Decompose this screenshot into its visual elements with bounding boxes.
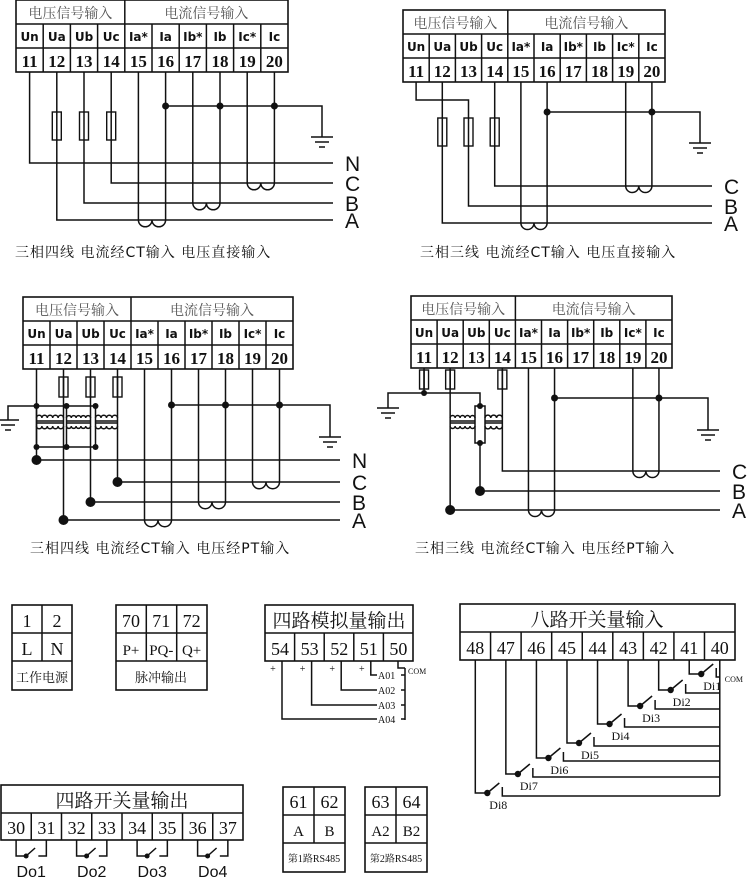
wire — [166, 106, 322, 137]
current-signal-header: 电流信号输入 — [170, 303, 254, 319]
junction-dot — [477, 440, 483, 446]
block-title: 工作电源 — [15, 671, 69, 686]
current-signal-header: 电流信号输入 — [551, 302, 636, 318]
pt-coil-icon — [67, 416, 91, 418]
caption: 三相三线 电流经CT输入 电压直接输入 — [420, 245, 677, 261]
pt-core-icon — [450, 421, 475, 423]
terminal-number: 14 — [493, 348, 511, 367]
terminal-number: 64 — [402, 792, 421, 812]
terminal-number: 36 — [188, 818, 207, 838]
wire — [30, 72, 333, 163]
phase-label: N — [352, 450, 368, 473]
terminal-label: Uc — [493, 326, 511, 340]
wire — [536, 660, 548, 758]
terminal-label: Ib — [592, 40, 607, 54]
terminal-label: Un — [27, 327, 46, 341]
com-label: COM — [408, 667, 427, 676]
terminal-label: Ua — [433, 40, 452, 54]
wire — [371, 661, 377, 675]
ct-loop-icon — [633, 471, 659, 478]
pt-coil-icon — [96, 426, 118, 429]
terminal-number: 31 — [37, 818, 56, 838]
terminal-number: 17 — [184, 52, 202, 71]
wire — [172, 405, 331, 437]
terminal-label: Ic* — [238, 30, 257, 44]
wire — [502, 368, 720, 471]
wire — [16, 840, 26, 856]
polarity-plus: + — [329, 664, 336, 675]
terminal-label: Ib* — [188, 327, 209, 341]
channel-label: A04 — [378, 715, 396, 726]
wire — [495, 82, 712, 186]
terminal-label: P+ — [122, 643, 140, 659]
channel-label: Di6 — [550, 763, 569, 777]
terminal-label: Ib — [218, 327, 233, 341]
phase-label: C — [345, 173, 361, 196]
terminal-number: 20 — [271, 349, 288, 368]
terminal-number: 30 — [7, 818, 26, 838]
terminal-number: 14 — [486, 62, 504, 81]
terminal-label: Ua — [47, 30, 66, 44]
switch-contact-icon — [671, 680, 683, 690]
wire — [388, 393, 480, 408]
terminal-number: 32 — [67, 818, 86, 838]
pt-core-icon — [96, 421, 118, 423]
terminal-label: Ia — [540, 40, 554, 54]
polarity-plus: + — [358, 664, 365, 675]
terminal-label: Ia* — [511, 40, 531, 54]
terminal-label: Ic — [646, 40, 658, 54]
block-title: 八路开关量输入 — [530, 609, 664, 631]
switch-contact-icon — [518, 764, 530, 774]
phase-label: A — [724, 213, 739, 236]
pt-coil-icon — [37, 426, 64, 429]
terminal-number: 11 — [28, 349, 45, 368]
terminal-number: 18 — [217, 349, 234, 368]
ct-loop-icon — [145, 520, 172, 527]
terminal-label: Ia* — [128, 30, 148, 44]
terminal-number: 15 — [519, 348, 537, 367]
terminal-label: Ib* — [183, 30, 203, 44]
terminal-number: 16 — [163, 349, 180, 368]
junction-dot — [648, 109, 655, 116]
junction-dot — [544, 109, 551, 116]
junction-dot — [93, 403, 99, 409]
junction-dot — [162, 103, 169, 110]
wire — [475, 660, 487, 793]
terminal-number: 12 — [48, 52, 66, 71]
terminal-number: 71 — [152, 611, 171, 631]
switch-contact-icon — [26, 848, 35, 856]
phase-label: A — [732, 500, 747, 523]
pt-coil-icon — [485, 426, 502, 429]
phase-label: N — [345, 153, 361, 176]
terminal-number: 1 — [22, 611, 32, 631]
terminal-number: 35 — [158, 818, 177, 838]
junction-dot — [64, 403, 70, 409]
terminal-label: Ub — [467, 326, 486, 340]
ct-loop-icon — [193, 203, 220, 210]
terminal-label: Ia — [165, 327, 178, 341]
terminal-label: Ic* — [623, 326, 642, 340]
terminal-number: 18 — [591, 62, 608, 81]
terminal-number: 45 — [557, 638, 576, 658]
terminal-number: 13 — [467, 348, 485, 367]
terminal-label: Ic — [273, 327, 286, 341]
phase-label: A — [345, 210, 360, 233]
phase-label: B — [345, 193, 360, 216]
junction-dot — [93, 444, 99, 450]
terminal-number: 16 — [157, 52, 175, 71]
terminal-number: 61 — [289, 792, 308, 812]
ct-loop-icon — [528, 510, 554, 517]
terminal-label: Ia — [159, 30, 172, 44]
voltage-signal-header: 电压信号输入 — [28, 6, 113, 22]
wire — [625, 718, 720, 727]
channel-label: Di2 — [672, 695, 691, 709]
terminal-number: 18 — [598, 348, 616, 367]
channel-label: Di7 — [519, 779, 538, 793]
terminal-label: Ia* — [519, 326, 538, 340]
phase-label: C — [732, 461, 748, 484]
ground-icon — [311, 137, 333, 147]
terminal-number: 13 — [75, 52, 93, 71]
terminal-label: PQ- — [149, 643, 174, 659]
terminal-number: 41 — [680, 638, 699, 658]
junction-dot — [64, 444, 70, 450]
terminal-number: 50 — [389, 639, 408, 659]
wire — [118, 369, 341, 482]
wire — [416, 82, 712, 206]
ground-icon — [697, 430, 719, 440]
terminal-number: 43 — [619, 638, 638, 658]
phase-label: C — [352, 472, 368, 495]
wire — [628, 660, 640, 706]
terminal-number: 16 — [538, 62, 556, 81]
wire — [480, 443, 720, 491]
block-title: 脉冲输出 — [134, 671, 188, 686]
ground-icon — [689, 143, 711, 153]
ct-loop-icon — [247, 183, 274, 190]
terminal-number: 63 — [371, 792, 390, 812]
channel-label: A03 — [378, 701, 396, 712]
pt-coil-icon — [450, 416, 475, 418]
switch-contact-icon — [87, 848, 96, 856]
terminal-label: Uc — [102, 30, 120, 44]
terminal-number: 54 — [271, 639, 289, 659]
ct-loop-icon — [253, 482, 280, 489]
terminal-number: 37 — [218, 818, 237, 838]
terminal-label: Ib — [600, 326, 614, 340]
voltage-signal-header: 电压信号输入 — [413, 16, 498, 32]
wire — [137, 840, 147, 856]
terminal-number: 34 — [128, 818, 147, 838]
terminal-number: 15 — [129, 52, 147, 71]
wire — [567, 660, 579, 743]
terminal-number: 17 — [190, 349, 207, 368]
channel-label: Di1 — [703, 679, 722, 693]
terminal-number: 19 — [624, 348, 642, 367]
pt-coil-icon — [485, 415, 502, 418]
wire — [555, 398, 708, 430]
terminal-number: 70 — [122, 611, 140, 631]
terminal-number: 17 — [572, 348, 590, 367]
switch-contact-icon — [701, 664, 713, 674]
phase-label: B — [352, 492, 367, 515]
terminal-label: A2 — [371, 824, 390, 840]
terminal-label: Un — [414, 326, 434, 340]
channel-label: Do2 — [77, 864, 107, 880]
channel-label: Do4 — [198, 864, 228, 880]
wire — [442, 82, 712, 223]
terminal-label: B — [324, 824, 335, 840]
terminal-number: 17 — [564, 62, 582, 81]
terminal-label: N — [50, 639, 64, 659]
wire — [547, 112, 700, 143]
wire — [220, 840, 228, 856]
terminal-number: 12 — [433, 62, 451, 81]
terminal-label: Ic* — [616, 40, 635, 54]
terminal-label: Q+ — [181, 643, 202, 659]
block-title: 第2路RS485 — [369, 854, 423, 865]
wire — [38, 840, 46, 856]
terminal-number: 33 — [97, 818, 116, 838]
block-title: 第1路RS485 — [287, 854, 341, 865]
junction-dot — [475, 486, 485, 496]
terminal-label: Ia — [548, 326, 561, 340]
channel-label: A02 — [378, 686, 396, 697]
terminal-number: 12 — [441, 348, 459, 367]
pt-coil-icon — [96, 415, 118, 418]
junction-dot — [34, 444, 40, 450]
pt-core-icon — [485, 421, 502, 423]
pt-coil-icon — [37, 415, 64, 418]
junction-dot — [86, 497, 96, 507]
ct-loop-icon — [521, 223, 547, 230]
terminal-number: 42 — [649, 638, 668, 658]
caption: 三相四线 电流经CT输入 电压经PT输入 — [30, 541, 291, 557]
current-signal-header: 电流信号输入 — [164, 6, 249, 22]
terminal-number: 51 — [359, 639, 378, 659]
terminal-number: 11 — [416, 348, 433, 367]
wire — [111, 72, 333, 183]
pt-coil-icon — [450, 426, 475, 428]
terminal-number: 2 — [52, 611, 62, 631]
wire — [64, 369, 341, 520]
junction-dot — [217, 103, 224, 110]
phase-label: C — [724, 176, 740, 199]
junction-dot — [477, 403, 483, 409]
phase-label: A — [352, 510, 367, 533]
terminal-number: 15 — [512, 62, 530, 81]
ct-loop-icon — [626, 186, 652, 193]
switch-contact-icon — [610, 714, 622, 724]
terminal-label: Ic — [268, 30, 281, 44]
terminal-number: 15 — [136, 349, 153, 368]
terminal-number: 47 — [496, 638, 515, 658]
terminal-label: Ic* — [243, 327, 262, 341]
terminal-label: Uc — [109, 327, 126, 341]
terminal-number: 72 — [182, 611, 201, 631]
channel-label: Di3 — [642, 711, 661, 725]
junction-dot — [271, 103, 278, 110]
channel-label: Di5 — [580, 748, 599, 762]
terminal-label: Ua — [441, 326, 460, 340]
ground-icon — [0, 420, 19, 430]
terminal-number: 62 — [320, 792, 339, 812]
com-label: COM — [724, 675, 744, 684]
terminal-label: Un — [406, 40, 426, 54]
terminal-label: Ub — [74, 30, 94, 44]
terminal-number: 48 — [466, 638, 485, 658]
terminal-number: 19 — [238, 52, 256, 71]
channel-label: A01 — [378, 671, 396, 682]
ground-icon — [377, 408, 399, 418]
terminal-label: L — [21, 639, 33, 659]
wire — [159, 840, 167, 856]
wire — [57, 72, 333, 220]
switch-contact-icon — [548, 748, 560, 758]
wire — [312, 661, 377, 705]
switch-contact-icon — [487, 783, 499, 793]
block-title: 四路模拟量输出 — [272, 610, 406, 632]
ct-loop-icon — [138, 220, 165, 227]
channel-label: Do3 — [137, 864, 167, 880]
phase-label: B — [724, 196, 739, 219]
switch-contact-icon — [147, 848, 156, 856]
wire — [506, 660, 518, 774]
ground-icon — [319, 437, 341, 447]
terminal-label: Ib* — [570, 326, 591, 340]
terminal-number: 20 — [650, 348, 668, 367]
terminal-number: 44 — [588, 638, 607, 658]
junction-dot — [421, 390, 427, 396]
terminal-number: 19 — [244, 349, 261, 368]
terminal-label: Un — [20, 30, 39, 44]
junction-dot — [445, 505, 455, 515]
polarity-plus: + — [270, 664, 276, 675]
wire — [450, 368, 720, 510]
wire — [8, 406, 96, 420]
junction-dot — [113, 477, 123, 487]
channel-label: Di8 — [489, 798, 508, 812]
channel-label: Di4 — [611, 729, 630, 743]
terminal-number: 20 — [265, 52, 283, 71]
terminal-number: 12 — [55, 349, 72, 368]
terminal-number: 40 — [710, 638, 729, 658]
switch-contact-icon — [640, 696, 652, 706]
terminal-number: 18 — [211, 52, 229, 71]
switch-contact-icon — [208, 848, 217, 856]
switch-contact-icon — [579, 733, 591, 743]
pt-coil-icon — [67, 426, 91, 428]
terminal-number: 53 — [300, 639, 319, 659]
terminal-number: 14 — [109, 349, 126, 368]
terminal-label: Ib* — [563, 40, 583, 54]
terminal-number: 11 — [408, 62, 425, 81]
com-wire — [398, 661, 405, 668]
junction-dot — [34, 403, 40, 409]
polarity-plus: + — [299, 664, 306, 675]
wire — [659, 660, 671, 690]
terminal-label: Ua — [54, 327, 73, 341]
wire — [77, 840, 87, 856]
block-title: 四路开关量输出 — [55, 790, 189, 812]
terminal-label: B2 — [402, 824, 421, 840]
terminal-label: Ic — [653, 326, 665, 340]
voltage-signal-header: 电压信号输入 — [35, 303, 119, 319]
terminal-number: 20 — [643, 62, 661, 81]
phase-label: B — [732, 481, 747, 504]
terminal-number: 19 — [617, 62, 635, 81]
wire — [99, 840, 107, 856]
junction-dot — [59, 515, 69, 525]
terminal-number: 13 — [82, 349, 99, 368]
terminal-number: 13 — [460, 62, 477, 81]
terminal-label: Uc — [486, 40, 504, 54]
terminal-number: 52 — [330, 639, 349, 659]
wire — [198, 840, 208, 856]
terminal-label: Ib — [213, 30, 227, 44]
terminal-number: 16 — [546, 348, 564, 367]
terminal-number: 14 — [102, 52, 120, 71]
terminal-number: 46 — [527, 638, 546, 658]
caption: 三相四线 电流经CT输入 电压直接输入 — [15, 245, 272, 261]
caption: 三相三线 电流经CT输入 电压经PT输入 — [415, 541, 676, 557]
channel-label: Do1 — [16, 864, 46, 880]
terminal-label: Ub — [81, 327, 100, 341]
voltage-signal-header: 电压信号输入 — [421, 302, 506, 318]
junction-dot — [32, 455, 42, 465]
wire — [598, 660, 610, 724]
terminal-number: 11 — [21, 52, 38, 71]
pt-core-icon — [67, 421, 91, 423]
ct-loop-icon — [199, 502, 226, 509]
terminal-label: Ub — [459, 40, 478, 54]
pt-core-icon — [37, 421, 64, 423]
terminal-label: Ia* — [135, 327, 154, 341]
terminal-label: A — [293, 824, 304, 840]
current-signal-header: 电流信号输入 — [544, 16, 629, 32]
pt-neutral-link — [475, 406, 485, 443]
